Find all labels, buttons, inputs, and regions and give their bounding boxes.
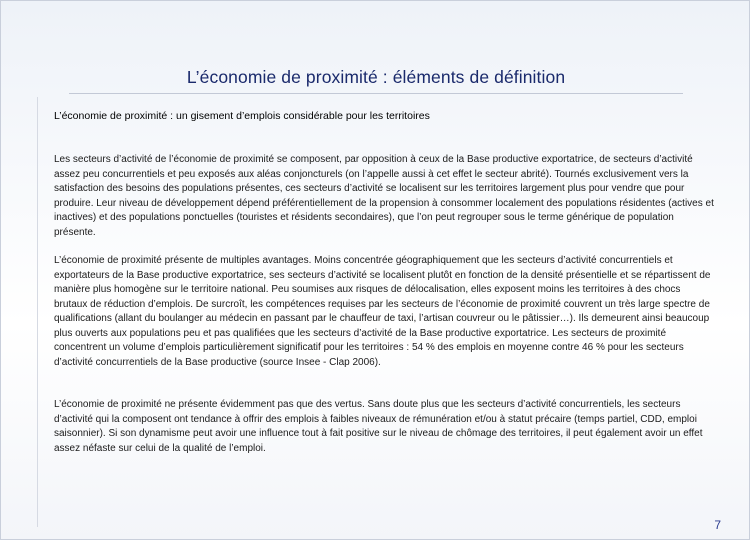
paragraph-drawbacks: L’économie de proximité ne présente évidemment pas que des vertus. Sans doute plus que les secteurs d’activité concurrentiels, les secteurs d’activité qui la composent ont tendance à offrir des emplois à faibles niveaux de rémunération et/ou à statut précaire (temps partiel, CDD, emploi saisonnier). Si son dynamisme peut avoir une influence tout à fait positive sur le niveau de chômage des territoires, il peut également avoir un effet assez néfaste sur celui de la qualité de l’emploi. (54, 399, 703, 454)
slide-title: L’économie de proximité : éléments de définition (186, 67, 566, 87)
paragraph-definition: Les secteurs d’activité de l’économie de proximité se composent, par opposition à ceux de la Base productive exportatrice, de secteurs d’activité assez peu concurrentiels et peu exposés aux aléas conjoncturels (on l’appelle aussi à cet effet le secteur abrité). Tournés exclusivement vers la satisfaction des besoins des populations présentes, ces secteurs d’activité se localisent sur les territoires largement plus pour vendre que pour produire. Leur niveau de développement dépend préférentiellement de la propension à consommer localement des populations résidentes (actives et inactives) et des populations ponctuelles (touristes et résidents secondaires), que l’on peut regrouper sous le terme générique de population présente. (54, 154, 714, 238)
title-divider (69, 93, 683, 94)
section-subtitle: L’économie de proximité : un gisement d’emplois considérable pour les territoires (54, 110, 430, 122)
paragraph-advantages: L’économie de proximité présente de multiples avantages. Moins concentrée géographiquement que les secteurs d’activité concurrentiels et exportateurs de la Base productive exportatrice, ses secteurs d’activité se localisent plutôt en fonction de la densité présentielle et se répartissent de manière plus homogène sur le territoire national. Peu soumises aux risques de délocalisation, elles exposent moins les territoires à des chocs brutaux de réduction d’emplois. De surcroît, les compétences requises par les secteurs de l’économie de proximité couvrent un très large spectre de qualifications (allant du boulanger au médecin en passant par le chauffeur de taxi, l’artisan couvreur ou le pâtissier…). Ils demeurent ainsi beaucoup plus ouverts aux populations peu et pas qualifiées que les secteurs d’activité de la Base productive exportatrice. Les secteurs de proximité concentrent un volume d’emplois particulièrement significatif pour les territoires : 54 % des emplois en moyenne contre 46 % pour les secteurs d’activité concurrentiels de la Base productive (source Insee - Clap 2006). (54, 255, 711, 368)
page-number: 7 (714, 518, 721, 532)
